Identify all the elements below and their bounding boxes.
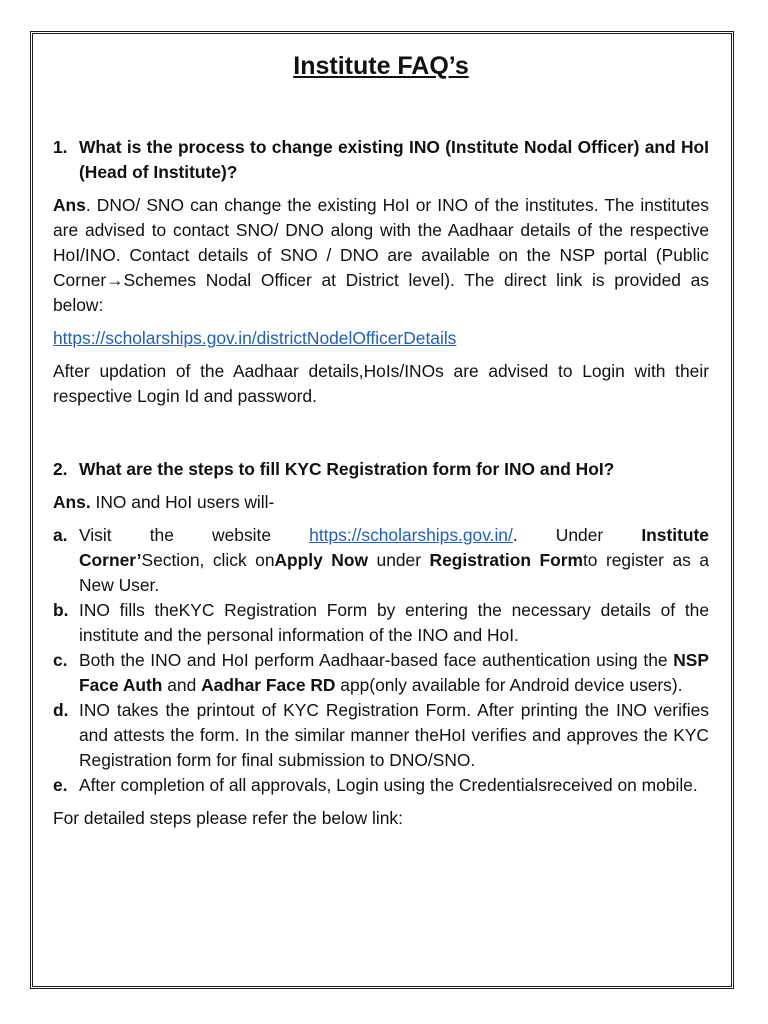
scholarships-link[interactable]: https://scholarships.gov.in/ [309,525,513,545]
question-2 [53,457,709,482]
step-b-text: INO fills theKYC Registration Form by entering the necessary details of the institute and the personal information of the INO and HoI. [79,600,709,645]
step-b-letter: b. [53,600,69,620]
footer-text: For detailed steps please refer the below link: [53,808,403,828]
page-title: Institute FAQ’s [293,52,469,80]
answer-2-label: Ans. [53,492,91,512]
answer-1-after: After updation of the Aadhaar details,HoIs/INOs are advised to Login with their respective Login Id and password. [53,361,709,406]
step-e-letter: e. [53,775,68,795]
step-c [53,648,709,698]
question-1 [53,135,709,185]
step-d [53,698,709,773]
step-c-letter: c. [53,650,68,670]
step-d-text: INO takes the printout of KYC Registration Form. After printing the INO verifies and attests the form. In the similar manner theHoI verifies and approves the KYC Registration form for final submission to DNO/SNO. [79,700,709,770]
step-a-letter: a. [53,525,68,545]
answer-1-text: . DNO/ SNO can change the existing HoI or INO of the institutes. The institutes are advised to contact SNO/ DNO along with the Aadhaar details of the respective HoI/INO. Contact details of SNO / DNO are available on the NSP portal (Public Corner→Schemes Nodal Officer at District level). The direct link is provided as below: [53,195,709,315]
question-2-number: 2. [53,459,68,479]
step-e-text: After completion of all approvals, Login using the Credentialsreceived on mobile. [79,775,698,795]
document-page [53,40,709,831]
step-b [53,598,709,648]
answer-2 [53,490,709,515]
step-a-text: Visit the website https://scholarships.gov.in/. Under Institute Corner’Section, click onApply Now under Registration Formto register as a New User. [79,525,709,595]
step-d-letter: d. [53,700,69,720]
steps-list [53,523,709,798]
answer-1-label: Ans [53,195,86,215]
step-a [53,523,709,598]
question-1-text: What is the process to change existing INO (Institute Nodal Officer) and HoI (Head of Institute)? [79,137,709,182]
answer-1 [53,193,709,318]
district-nodal-officer-link[interactable]: https://scholarships.gov.in/districtNodelOfficerDetails [53,328,457,348]
step-e [53,773,709,798]
question-1-number: 1. [53,137,68,157]
step-c-text: Both the INO and HoI perform Aadhaar-based face authentication using the NSP Face Auth and Aadhar Face RD app(only available for Android device users). [79,650,709,695]
question-2-text: What are the steps to fill KYC Registration form for INO and HoI? [79,459,615,479]
answer-2-text: INO and HoI users will- [90,492,275,512]
